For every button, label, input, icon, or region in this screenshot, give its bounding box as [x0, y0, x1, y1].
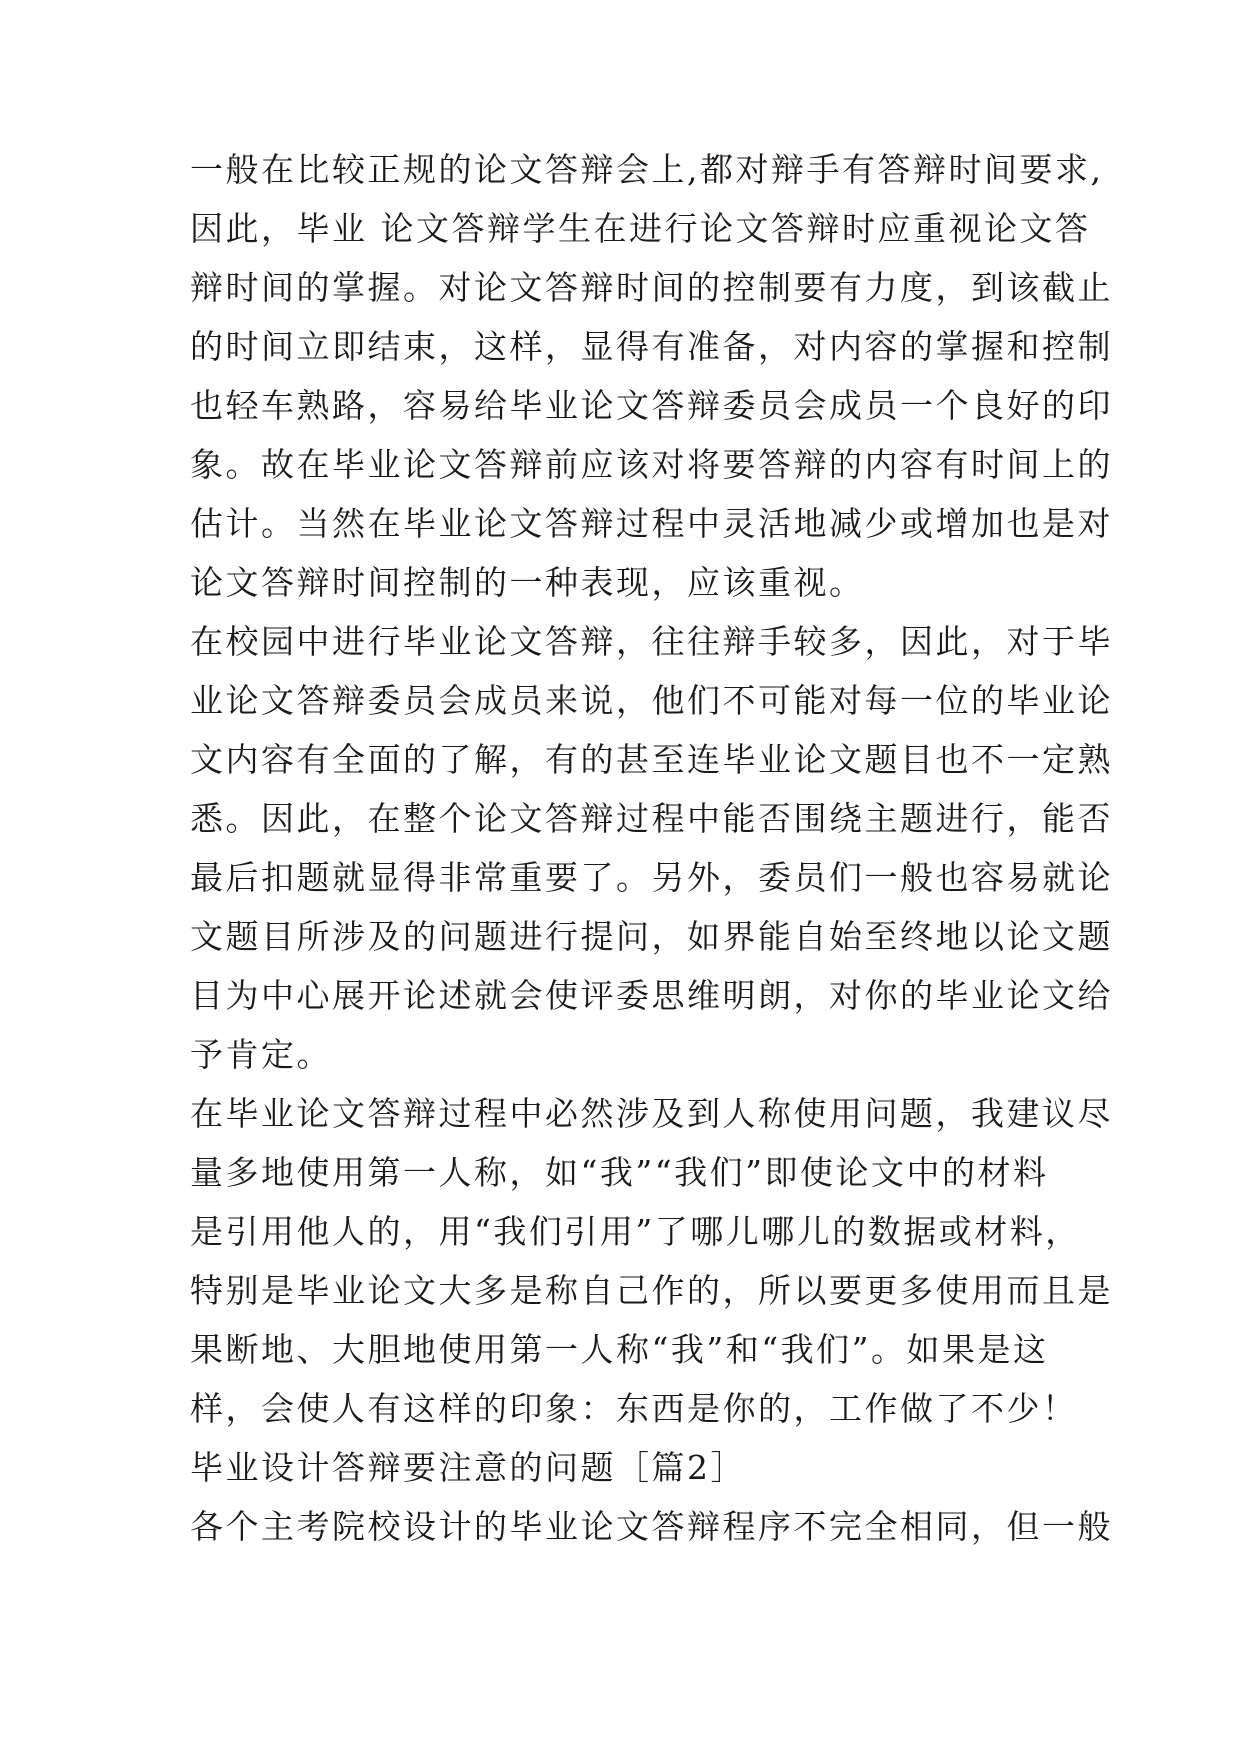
- text-line: 一般在比较正规的论文答辩会上,都对辩手有答辩时间要求,: [190, 150, 1104, 189]
- section-heading: 毕业设计答辩要注意的问题［篇2］: [190, 1448, 746, 1487]
- text-line: 特别是毕业论文大多是称自己作的，所以要更多使用而且是: [190, 1271, 1113, 1310]
- text-line: 文内容有全面的了解，有的甚至连毕业论文题目也不一定熟: [190, 740, 1113, 779]
- document-body: [190, 140, 1113, 1556]
- text-line: 论文答辩时间控制的一种表现，应该重视。: [190, 563, 865, 602]
- text-line: 也轻车熟路，容易给毕业论文答辩委员会成员一个良好的印: [190, 386, 1113, 425]
- text-line: 业论文答辩委员会成员来说，他们不可能对每一位的毕业论: [190, 681, 1113, 720]
- text-line: 辩时间的掌握。对论文答辩时间的控制要有力度，到该截止: [190, 268, 1113, 307]
- text-line: 果断地、大胆地使用第一人称“我”和“我们”。如果是这: [190, 1330, 1049, 1369]
- text-line: 文题目所涉及的问题进行提问，如界能自始至终地以论文题: [190, 917, 1113, 956]
- text-line: 各个主考院校设计的毕业论文答辩程序不完全相同，但一般: [190, 1507, 1113, 1546]
- text-line: 量多地使用第一人称，如“我”“我们”即使论文中的材料: [190, 1153, 1049, 1192]
- text-line: 在毕业论文答辩过程中必然涉及到人称使用问题，我建议尽: [190, 1094, 1113, 1133]
- text-line: 估计。当然在毕业论文答辩过程中灵活地减少或增加也是对: [190, 504, 1113, 543]
- text-line: 最后扣题就显得非常重要了。另外，委员们一般也容易就论: [190, 858, 1113, 897]
- text-line: 的时间立即结束，这样，显得有准备，对内容的掌握和控制: [190, 327, 1113, 366]
- text-line: 是引用他人的，用“我们引用”了哪儿哪儿的数据或材料，: [190, 1212, 1081, 1251]
- text-line: 因此，毕业 论文答辩学生在进行论文答辩时应重视论文答: [190, 209, 1091, 248]
- text-line: 象。故在毕业论文答辩前应该对将要答辩的内容有时间上的: [190, 445, 1113, 484]
- text-line: 目为中心展开论述就会使评委思维明朗，对你的毕业论文给: [190, 976, 1113, 1015]
- text-line: 予肯定。: [190, 1035, 332, 1074]
- text-line: 样，会使人有这样的印象：东西是你的，工作做了不少！: [190, 1389, 1078, 1428]
- text-line: 悉。因此，在整个论文答辩过程中能否围绕主题进行，能否: [190, 799, 1113, 838]
- text-line: 在校园中进行毕业论文答辩，往往辩手较多，因此，对于毕: [190, 622, 1113, 661]
